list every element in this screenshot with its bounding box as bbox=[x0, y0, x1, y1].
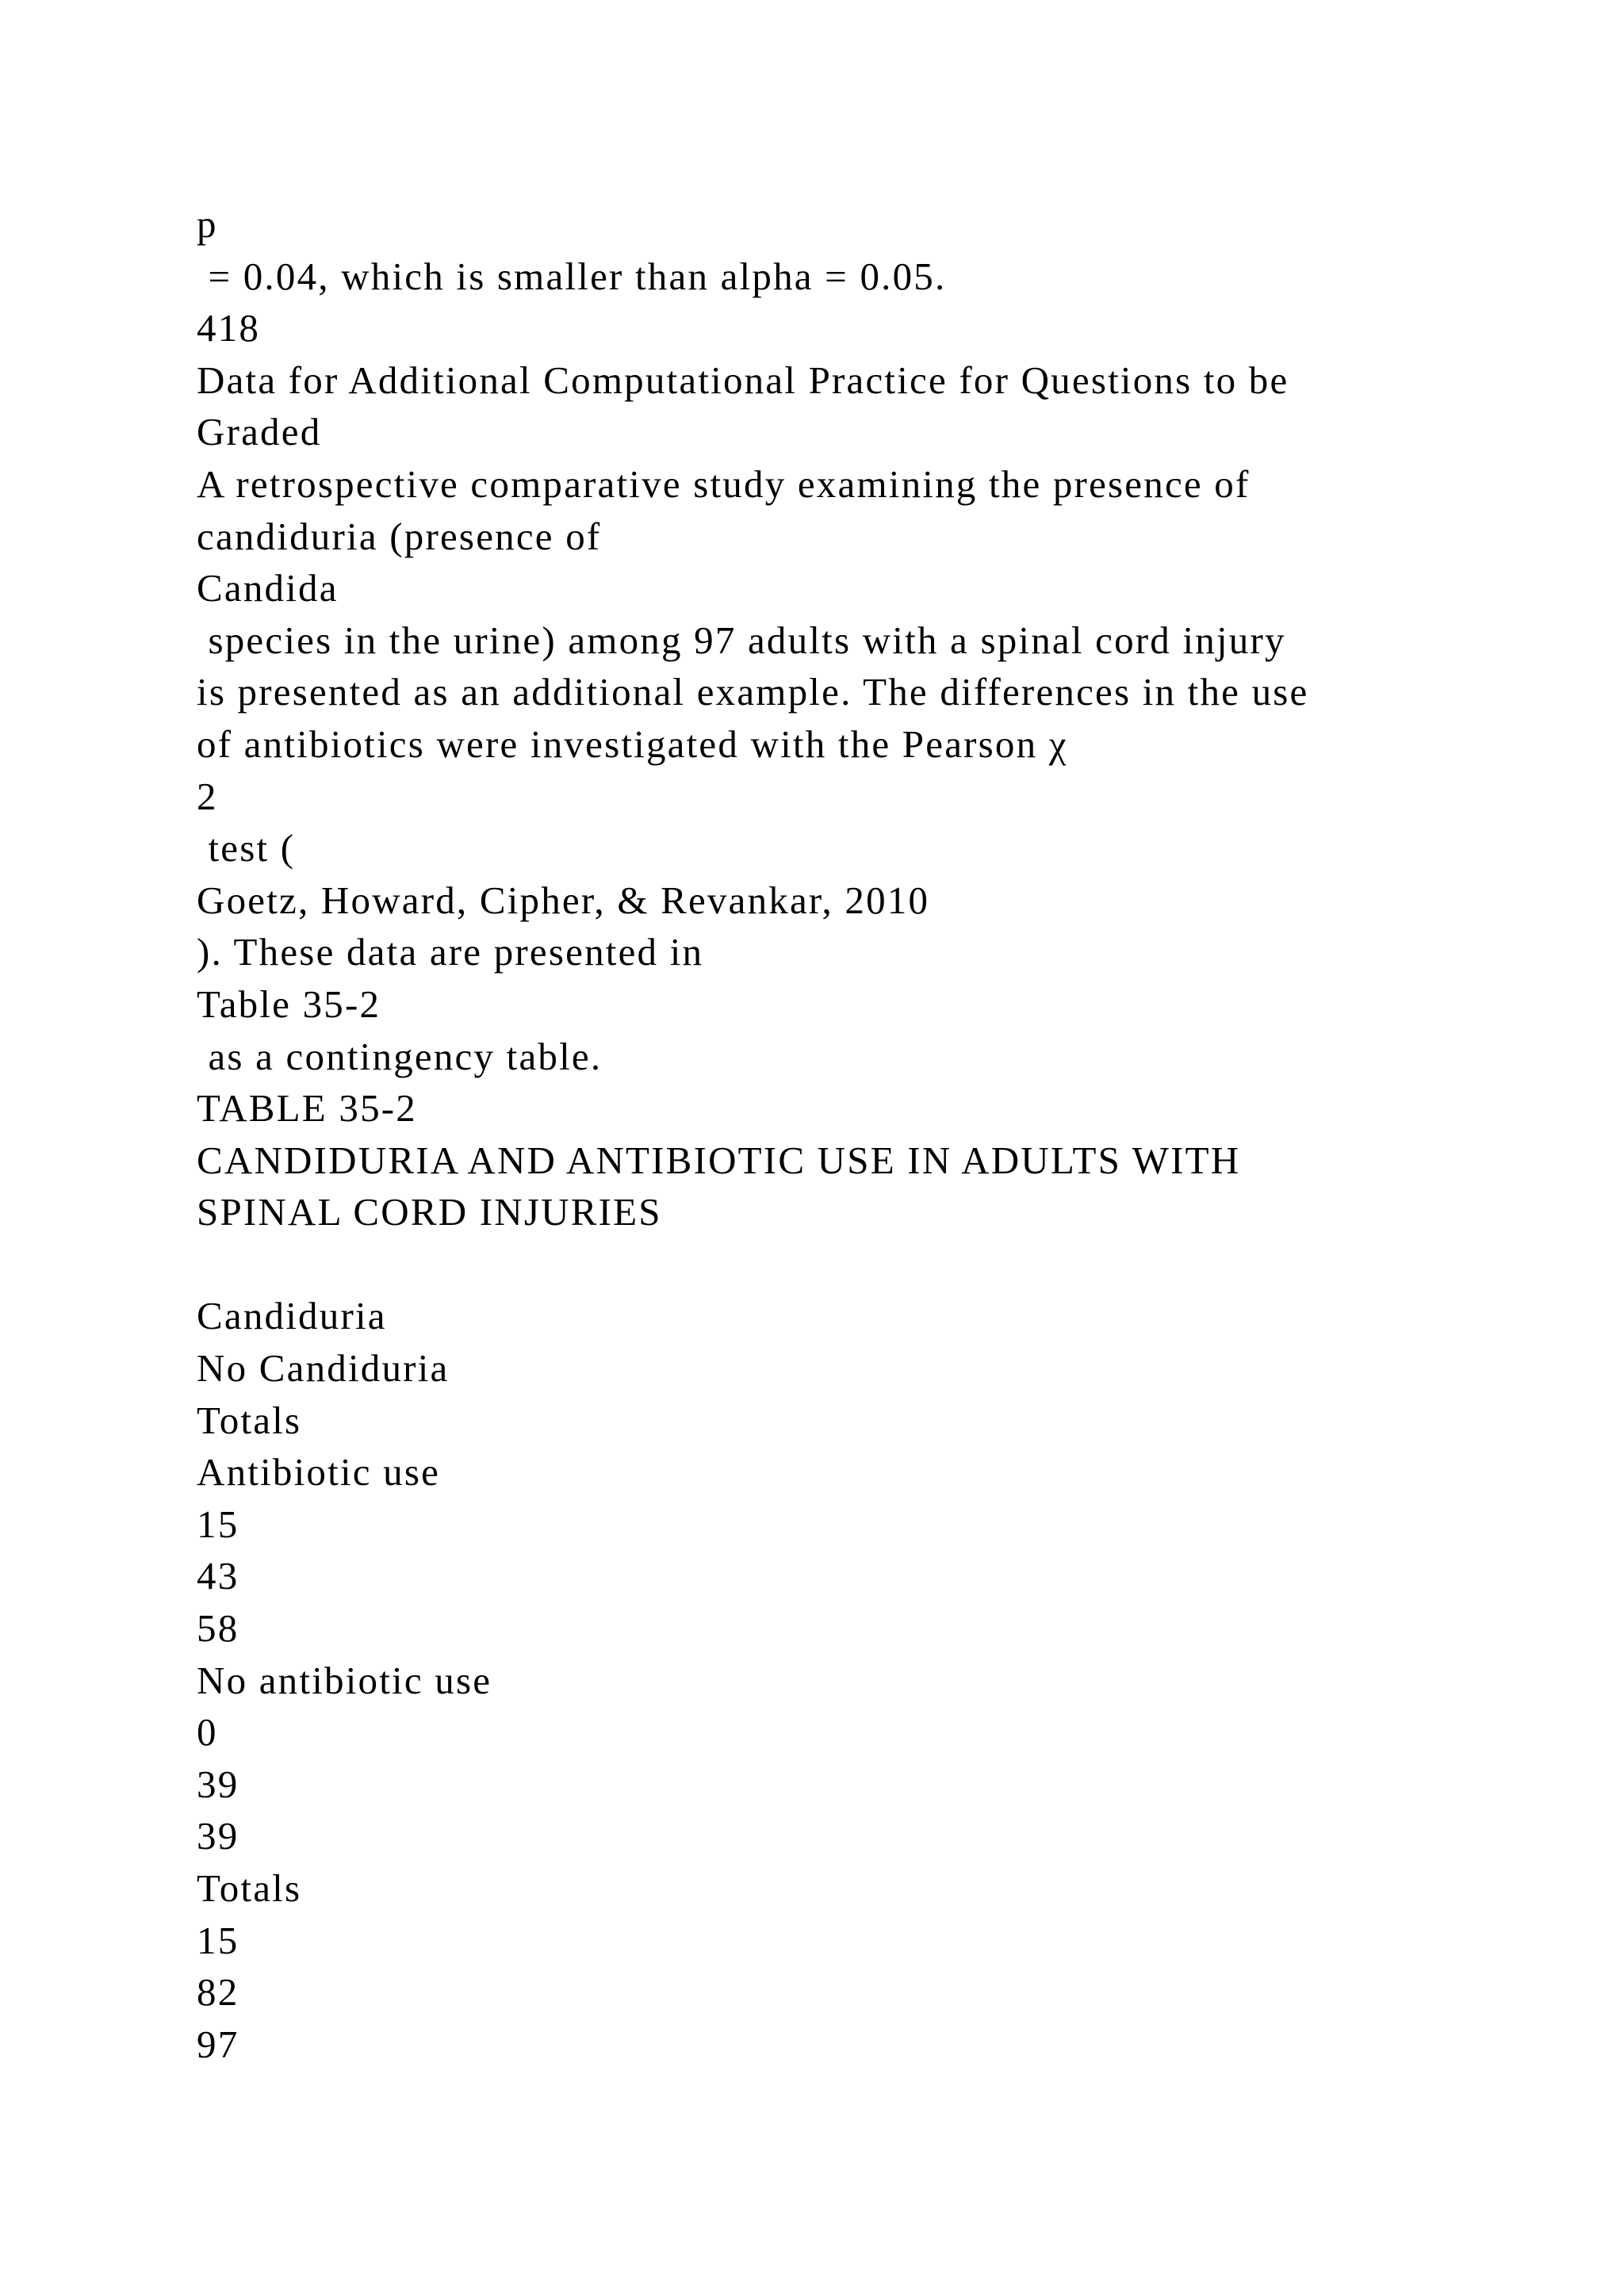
paragraph-line: test ( bbox=[197, 826, 296, 871]
paragraph-line: as a contingency table. bbox=[197, 1034, 603, 1078]
table-cell: 39 bbox=[197, 1814, 239, 1858]
table-cell: 39 bbox=[197, 1762, 239, 1806]
table-cell: 58 bbox=[197, 1606, 239, 1651]
chi-square-superscript: 2 bbox=[197, 774, 218, 818]
citation-link[interactable]: Goetz, Howard, Cipher, & Revankar, 2010 bbox=[197, 878, 930, 922]
table-cell: 43 bbox=[197, 1554, 239, 1598]
paragraph-line: species in the urine) among 97 adults with a spinal cord injury bbox=[197, 618, 1286, 662]
paragraph-line: A retrospective comparative study examining the presence of bbox=[197, 461, 1251, 506]
row-label-totals: Totals bbox=[197, 1866, 302, 1910]
p-value-statement: = 0.04, which is smaller than alpha = 0.05. bbox=[197, 254, 947, 298]
table-cell: 15 bbox=[197, 1502, 239, 1546]
column-header-candiduria: Candiduria bbox=[197, 1294, 387, 1338]
table-cell: 0 bbox=[197, 1710, 218, 1755]
section-heading-line-2: Graded bbox=[197, 410, 322, 454]
row-label-antibiotic-use: Antibiotic use bbox=[197, 1450, 441, 1494]
table-reference-link[interactable]: Table 35-2 bbox=[197, 982, 381, 1026]
paragraph-line: candiduria (presence of bbox=[197, 514, 602, 558]
section-heading-line-1: Data for Additional Computational Practice for Questions to be bbox=[197, 358, 1289, 402]
paragraph-line: of antibiotics were investigated with the Pearson χ bbox=[197, 721, 1068, 766]
p-value-variable: p bbox=[197, 202, 218, 246]
page-number: 418 bbox=[197, 306, 261, 350]
table-cell: 82 bbox=[197, 1970, 239, 2015]
table-title-line-2: SPINAL CORD INJURIES bbox=[197, 1190, 662, 1234]
table-cell: 97 bbox=[197, 2022, 239, 2066]
paragraph-line: ). These data are presented in bbox=[197, 930, 704, 974]
column-header-no-candiduria: No Candiduria bbox=[197, 1346, 450, 1391]
table-cell: 15 bbox=[197, 1918, 239, 1962]
table-title-line-1: CANDIDURIA AND ANTIBIOTIC USE IN ADULTS WITH bbox=[197, 1138, 1241, 1182]
document-text bbox=[197, 198, 1481, 2070]
table-label: TABLE 35-2 bbox=[197, 1086, 418, 1131]
row-label-no-antibiotic-use: No antibiotic use bbox=[197, 1658, 492, 1702]
paragraph-line-species: Candida bbox=[197, 566, 339, 610]
paragraph-line: is presented as an additional example. The differences in the use bbox=[197, 670, 1309, 714]
column-header-totals: Totals bbox=[197, 1398, 302, 1442]
table-empty-corner-cell bbox=[197, 1238, 1481, 1291]
